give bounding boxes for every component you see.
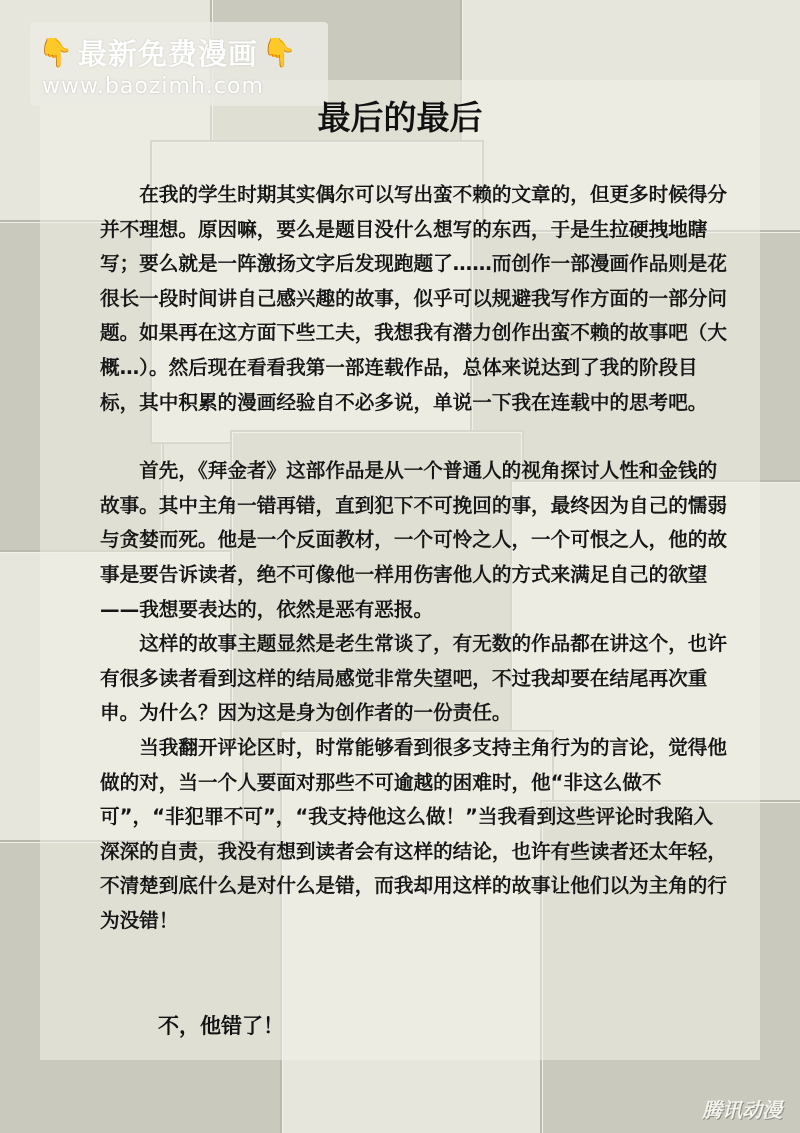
paragraph: 在我的学生时期其实偶尔可以写出蛮不赖的文章的，但更多时候得分并不理想。原因嘛，要么是题目没什么想写的东西，于是生拉硬拽地瞎写；要么就是一阵激扬文字后发现跑题了……而创作一部漫画作品则是花很长一段时间讲自己感兴趣的故事，似乎可以规避我写作方面的一部分问题。如果再在这方面下些工夫，我想我有潜力创作出蛮不赖的故事吧（大概…）。然后现在看看我第一部连载作品，总体来说达到了我的阶段目标，其中积累的漫画经验自不必多说，单说一下我在连载中的思考吧。 — [100, 183, 727, 414]
publisher-logo: 腾讯动漫 — [702, 1098, 782, 1122]
pointing-down-icon: 👇 — [38, 36, 74, 69]
watermark-url: www.baozimh.com — [42, 74, 264, 99]
page-title: 最后的最后 — [317, 98, 483, 137]
paragraph: 这样的故事主题显然是老生常谈了，有无数的作品都在讲这个，也许有很多读者看到这样的结局感觉非常失望吧，不过我却要在结尾再次重申。为什么？因为这是身为创作者的一份责任。 — [100, 632, 727, 725]
paragraph: 首先，《拜金者》这部作品是从一个普通人的视角探讨人性和金钱的故事。其中主角一错再错，直到犯下不可挽回的事，最终因为自己的懦弱与贪婪而死。他是一个反面教材，一个可怜之人，一个可恨之人，他的故事是要告诉读者，绝不可像他一样用伤害他人的方式来满足自己的欲望——我想要表达的，依然是恶有恶报。 — [100, 459, 727, 621]
pointing-down-icon: 👇 — [261, 36, 298, 69]
paragraph-gap — [100, 420, 730, 454]
article-body — [100, 178, 730, 938]
closing-line: 不，他错了！ — [158, 1014, 284, 1038]
watermark-title — [38, 32, 298, 73]
watermark-text: 最新免费漫画 — [77, 37, 258, 71]
paragraph: 当我翻开评论区时，时常能够看到很多支持主角行为的言论，觉得他做的对，当一个人要面对那些不可逾越的困难时，他“非这么做不可”，“非犯罪不可”，“我支持他这么做！”当我看到这些评论时我陷入深深的自责，我没有想到读者会有这样的结论，也许有些读者还太年轻，不清楚到底什么是对什么是错，而我却用这样的故事让他们以为主角的行为没错！ — [100, 735, 727, 932]
